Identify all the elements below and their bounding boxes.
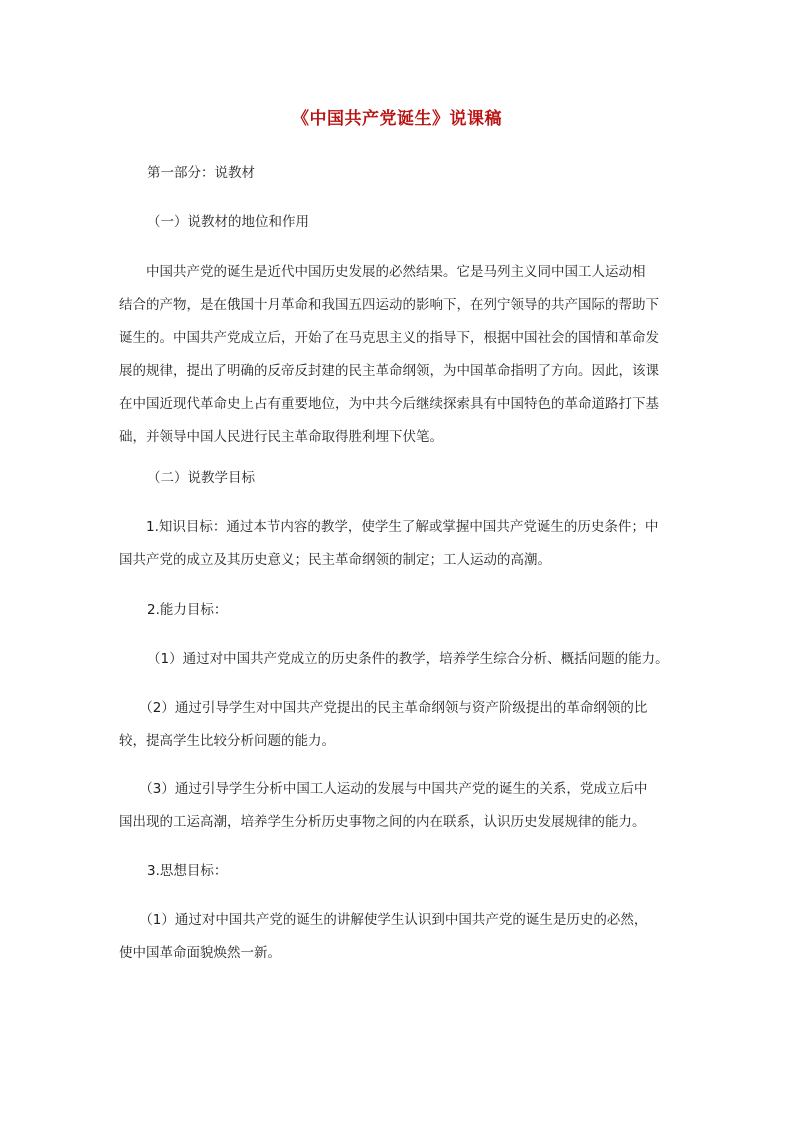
section2-heading: （二）说教学目标 <box>147 470 255 486</box>
section1-paragraph <box>119 256 679 454</box>
ability-goal-heading: 2.能力目标： <box>147 602 228 618</box>
paragraph-line: 础，并领导中国人民进行民主革命取得胜利埋下伏笔。 <box>119 429 443 445</box>
ability-item-1: （1）通过对中国共产党成立的历史条件的教学，培养学生综合分析、概括问题的能力。 <box>147 651 669 667</box>
paragraph-line: 中国共产党的诞生是近代中国历史发展的必然结果。它是马列主义同中国工人运动相 <box>119 264 646 280</box>
paragraph-line: （1）通过对中国共产党的诞生的讲解使学生认识到中国共产党的诞生是历史的必然， <box>119 912 648 928</box>
paragraph-line: 1.知识目标：通过本节内容的教学，使学生了解或掌握中国共产党诞生的历史条件；中 <box>119 519 659 535</box>
thought-goal-heading: 3.思想目标： <box>147 863 228 879</box>
paragraph-line: 在中国近现代革命史上占有重要地位，为中共今后继续探索具有中国特色的革命道路打下基 <box>119 396 659 412</box>
ability-item-3 <box>119 773 679 839</box>
ability-item-2 <box>119 692 679 758</box>
thought-item-1 <box>119 904 679 970</box>
paragraph-line: （3）通过引导学生分析中国工人运动的发展与中国共产党的诞生的关系，党成立后中 <box>119 781 648 797</box>
paragraph-line: 较，提高学生比较分析问题的能力。 <box>119 733 335 749</box>
part1-heading: 第一部分：说教材 <box>147 165 255 181</box>
paragraph-line: （2）通过引导学生对中国共产党提出的民主革命纲领与资产阶级提出的革命纲领的比 <box>119 700 648 716</box>
paragraph-line: 展的规律，提出了明确的反帝反封建的民主革命纲领，为中国革命指明了方向。因此，该课 <box>119 363 659 379</box>
document-title: 《中国共产党诞生》说课稿 <box>292 109 502 129</box>
paragraph-line: 国共产党的成立及其历史意义；民主革命纲领的制定；工人运动的高潮。 <box>119 552 551 568</box>
paragraph-line: 国出现的工运高潮，培养学生分析历史事物之间的内在联系，认识历史发展规律的能力。 <box>119 814 646 830</box>
paragraph-line: 结合的产物，是在俄国十月革命和我国五四运动的影响下，在列宁领导的共产国际的帮助下 <box>119 297 659 313</box>
knowledge-goal <box>119 511 679 577</box>
paragraph-line: 诞生的。中国共产党成立后，开始了在马克思主义的指导下，根据中国社会的国情和革命发 <box>119 330 659 346</box>
paragraph-line: 使中国革命面貌焕然一新。 <box>119 945 281 961</box>
section1-heading: （一）说教材的地位和作用 <box>147 214 309 230</box>
